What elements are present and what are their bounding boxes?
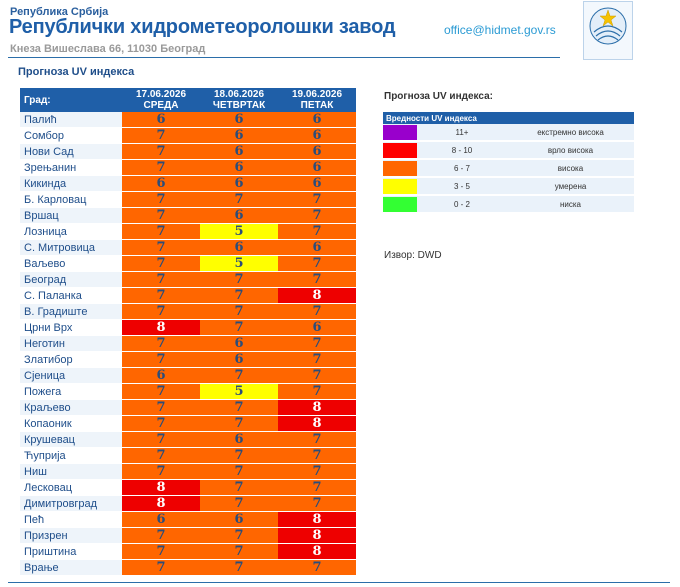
day-column-header xyxy=(122,88,200,112)
city-name: Црни Врх xyxy=(20,320,122,336)
legend-swatch xyxy=(383,195,417,213)
uv-value-cell: 7 xyxy=(122,464,200,480)
day-date: 19.06.2026 xyxy=(291,89,343,100)
legend-label: висока xyxy=(507,159,634,177)
uv-value-cell: 7 xyxy=(278,192,356,208)
city-name: Београд xyxy=(20,272,122,288)
city-name: Кикинда xyxy=(20,176,122,192)
legend-header: Вредности UV индекса xyxy=(383,112,634,124)
table-row xyxy=(20,272,356,288)
uv-value-cell: 6 xyxy=(278,128,356,144)
uv-value-cell: 7 xyxy=(122,432,200,448)
table-row xyxy=(20,560,356,576)
uv-value-cell: 7 xyxy=(122,416,200,432)
table-row xyxy=(20,256,356,272)
page-header xyxy=(0,0,680,60)
table-row xyxy=(20,496,356,512)
uv-value-cell: 7 xyxy=(278,336,356,352)
logo-emblem-icon xyxy=(584,2,632,59)
city-name: Вршац xyxy=(20,208,122,224)
uv-value-cell: 7 xyxy=(122,128,200,144)
day-weekday: СРЕДА xyxy=(143,100,179,111)
day-column-header xyxy=(278,88,356,112)
table-row xyxy=(20,176,356,192)
uv-value-cell: 7 xyxy=(200,288,278,304)
day-weekday: ЧЕТВРТАК xyxy=(212,100,266,111)
uv-value-cell: 5 xyxy=(200,384,278,400)
uv-value-cell: 6 xyxy=(200,208,278,224)
uv-value-cell: 7 xyxy=(200,528,278,544)
section-title: Прогноза UV индекса xyxy=(18,66,135,78)
legend-range: 11+ xyxy=(417,124,507,141)
uv-value-cell: 7 xyxy=(278,464,356,480)
city-name: Неготин xyxy=(20,336,122,352)
uv-value-cell: 6 xyxy=(122,512,200,528)
table-row xyxy=(20,480,356,496)
table-row xyxy=(20,160,356,176)
uv-value-cell: 6 xyxy=(278,160,356,176)
city-name: Копаоник xyxy=(20,416,122,432)
header-divider xyxy=(8,57,560,58)
uv-value-cell: 7 xyxy=(122,144,200,160)
institute-address: Кнеза Вишеслава 66, 11030 Београд xyxy=(10,43,206,55)
uv-value-cell: 6 xyxy=(200,432,278,448)
uv-value-cell: 7 xyxy=(278,560,356,576)
day-date: 17.06.2026 xyxy=(135,89,187,100)
legend-label: врло висока xyxy=(507,141,634,159)
table-row xyxy=(20,416,356,432)
uv-value-cell: 7 xyxy=(122,288,200,304)
day-weekday: ПЕТАК xyxy=(300,100,334,111)
legend-row xyxy=(383,124,634,141)
legend-body xyxy=(383,124,634,213)
city-name: Зрењанин xyxy=(20,160,122,176)
legend-label: ниска xyxy=(507,195,634,213)
email-link[interactable]: office@hidmet.gov.rs xyxy=(444,23,556,37)
uv-value-cell: 6 xyxy=(278,112,356,128)
table-row xyxy=(20,432,356,448)
uv-value-cell: 8 xyxy=(122,496,200,512)
uv-value-cell: 7 xyxy=(200,496,278,512)
footer-divider xyxy=(8,582,670,583)
city-name: С. Митровица xyxy=(20,240,122,256)
color-swatch-icon xyxy=(383,161,417,176)
city-name: Приштина xyxy=(20,544,122,560)
uv-value-cell: 8 xyxy=(278,544,356,560)
uv-value-cell: 8 xyxy=(278,400,356,416)
table-row xyxy=(20,240,356,256)
uv-value-cell: 6 xyxy=(200,160,278,176)
city-name: Б. Карловац xyxy=(20,192,122,208)
uv-value-cell: 6 xyxy=(200,512,278,528)
city-column-header: Град: xyxy=(20,88,122,112)
table-row xyxy=(20,320,356,336)
uv-value-cell: 7 xyxy=(200,416,278,432)
data-source: Извор: DWD xyxy=(384,250,442,261)
uv-value-cell: 7 xyxy=(122,240,200,256)
uv-value-cell: 8 xyxy=(278,528,356,544)
table-row xyxy=(20,368,356,384)
color-swatch-icon xyxy=(383,125,417,140)
uv-value-cell: 6 xyxy=(200,176,278,192)
uv-value-cell: 7 xyxy=(200,544,278,560)
legend-swatch xyxy=(383,159,417,177)
institute-logo xyxy=(583,1,633,60)
legend-range: 3 - 5 xyxy=(417,177,507,195)
table-row xyxy=(20,544,356,560)
uv-value-cell: 6 xyxy=(278,176,356,192)
city-name: Палић xyxy=(20,112,122,128)
city-name: Ваљево xyxy=(20,256,122,272)
uv-value-cell: 7 xyxy=(278,480,356,496)
table-row xyxy=(20,464,356,480)
uv-table-body xyxy=(20,112,356,576)
table-row xyxy=(20,112,356,128)
uv-value-cell: 7 xyxy=(200,480,278,496)
uv-value-cell: 7 xyxy=(200,304,278,320)
uv-value-cell: 7 xyxy=(122,560,200,576)
table-row xyxy=(20,128,356,144)
table-row xyxy=(20,144,356,160)
uv-value-cell: 6 xyxy=(200,240,278,256)
city-name: Сомбор xyxy=(20,128,122,144)
uv-value-cell: 7 xyxy=(200,320,278,336)
color-swatch-icon xyxy=(383,143,417,158)
uv-value-cell: 7 xyxy=(200,192,278,208)
legend-range: 8 - 10 xyxy=(417,141,507,159)
uv-value-cell: 8 xyxy=(122,480,200,496)
legend-swatch xyxy=(383,177,417,195)
city-name: Димитровград xyxy=(20,496,122,512)
table-row xyxy=(20,352,356,368)
uv-value-cell: 6 xyxy=(200,144,278,160)
city-name: Пећ xyxy=(20,512,122,528)
city-name: Нови Сад xyxy=(20,144,122,160)
uv-value-cell: 8 xyxy=(278,512,356,528)
uv-value-cell: 7 xyxy=(122,448,200,464)
uv-value-cell: 7 xyxy=(122,544,200,560)
legend-swatch xyxy=(383,124,417,141)
uv-value-cell: 7 xyxy=(278,208,356,224)
uv-value-cell: 7 xyxy=(278,224,356,240)
legend-range: 0 - 2 xyxy=(417,195,507,213)
city-name: Крушевац xyxy=(20,432,122,448)
uv-value-cell: 7 xyxy=(200,368,278,384)
city-name: Ћуприја xyxy=(20,448,122,464)
uv-value-cell: 5 xyxy=(200,224,278,240)
uv-value-cell: 7 xyxy=(122,528,200,544)
uv-value-cell: 7 xyxy=(278,496,356,512)
uv-value-cell: 7 xyxy=(278,384,356,400)
uv-value-cell: 8 xyxy=(278,416,356,432)
table-row xyxy=(20,512,356,528)
city-name: Врање xyxy=(20,560,122,576)
legend-row xyxy=(383,195,634,213)
uv-value-cell: 6 xyxy=(122,112,200,128)
uv-value-cell: 6 xyxy=(278,240,356,256)
uv-value-cell: 7 xyxy=(278,304,356,320)
table-header-row xyxy=(20,88,356,112)
uv-value-cell: 7 xyxy=(200,272,278,288)
uv-value-cell: 8 xyxy=(278,288,356,304)
uv-value-cell: 7 xyxy=(200,560,278,576)
city-name: Лозница xyxy=(20,224,122,240)
city-name: Краљево xyxy=(20,400,122,416)
legend-title: Прогноза UV индекса: xyxy=(384,91,493,102)
legend-row xyxy=(383,159,634,177)
color-swatch-icon xyxy=(383,197,417,212)
legend-row xyxy=(383,177,634,195)
institute-title: Републички хидрометеоролошки завод xyxy=(9,16,396,38)
city-name: С. Паланка xyxy=(20,288,122,304)
table-row xyxy=(20,304,356,320)
uv-value-cell: 6 xyxy=(278,320,356,336)
table-row xyxy=(20,288,356,304)
legend-swatch xyxy=(383,141,417,159)
uv-value-cell: 8 xyxy=(122,320,200,336)
color-swatch-icon xyxy=(383,179,417,194)
table-row xyxy=(20,448,356,464)
city-name: В. Градиште xyxy=(20,304,122,320)
uv-value-cell: 7 xyxy=(122,192,200,208)
uv-value-cell: 7 xyxy=(122,160,200,176)
city-name: Ниш xyxy=(20,464,122,480)
uv-value-cell: 7 xyxy=(278,368,356,384)
uv-value-cell: 7 xyxy=(122,224,200,240)
legend-range: 6 - 7 xyxy=(417,159,507,177)
uv-value-cell: 7 xyxy=(278,432,356,448)
city-name: Златибор xyxy=(20,352,122,368)
republic-label: Република Србија xyxy=(10,6,109,18)
uv-value-cell: 7 xyxy=(122,304,200,320)
uv-forecast-table xyxy=(20,88,356,576)
city-name: Пожега xyxy=(20,384,122,400)
uv-value-cell: 7 xyxy=(200,464,278,480)
uv-value-cell: 7 xyxy=(122,256,200,272)
uv-value-cell: 6 xyxy=(200,112,278,128)
table-row xyxy=(20,528,356,544)
uv-value-cell: 6 xyxy=(278,144,356,160)
table-row xyxy=(20,384,356,400)
city-name: Сјеница xyxy=(20,368,122,384)
uv-value-cell: 7 xyxy=(122,208,200,224)
uv-value-cell: 7 xyxy=(200,400,278,416)
uv-value-cell: 6 xyxy=(122,368,200,384)
uv-value-cell: 6 xyxy=(200,336,278,352)
table-row xyxy=(20,192,356,208)
uv-value-cell: 7 xyxy=(278,272,356,288)
uv-value-cell: 6 xyxy=(200,352,278,368)
uv-value-cell: 5 xyxy=(200,256,278,272)
day-column-header xyxy=(200,88,278,112)
uv-value-cell: 7 xyxy=(278,448,356,464)
uv-value-cell: 7 xyxy=(278,352,356,368)
table-row xyxy=(20,208,356,224)
uv-value-cell: 6 xyxy=(122,176,200,192)
uv-legend-table xyxy=(383,112,634,214)
legend-row xyxy=(383,141,634,159)
table-row xyxy=(20,224,356,240)
uv-value-cell: 7 xyxy=(278,256,356,272)
table-row xyxy=(20,400,356,416)
uv-value-cell: 7 xyxy=(122,400,200,416)
table-row xyxy=(20,336,356,352)
legend-label: екстремно висока xyxy=(507,124,634,141)
uv-value-cell: 7 xyxy=(200,448,278,464)
uv-value-cell: 6 xyxy=(200,128,278,144)
uv-value-cell: 7 xyxy=(122,352,200,368)
legend-label: умерена xyxy=(507,177,634,195)
uv-value-cell: 7 xyxy=(122,336,200,352)
day-date: 18.06.2026 xyxy=(213,89,265,100)
uv-value-cell: 7 xyxy=(122,272,200,288)
city-name: Призрен xyxy=(20,528,122,544)
uv-value-cell: 7 xyxy=(122,384,200,400)
city-name: Лесковац xyxy=(20,480,122,496)
